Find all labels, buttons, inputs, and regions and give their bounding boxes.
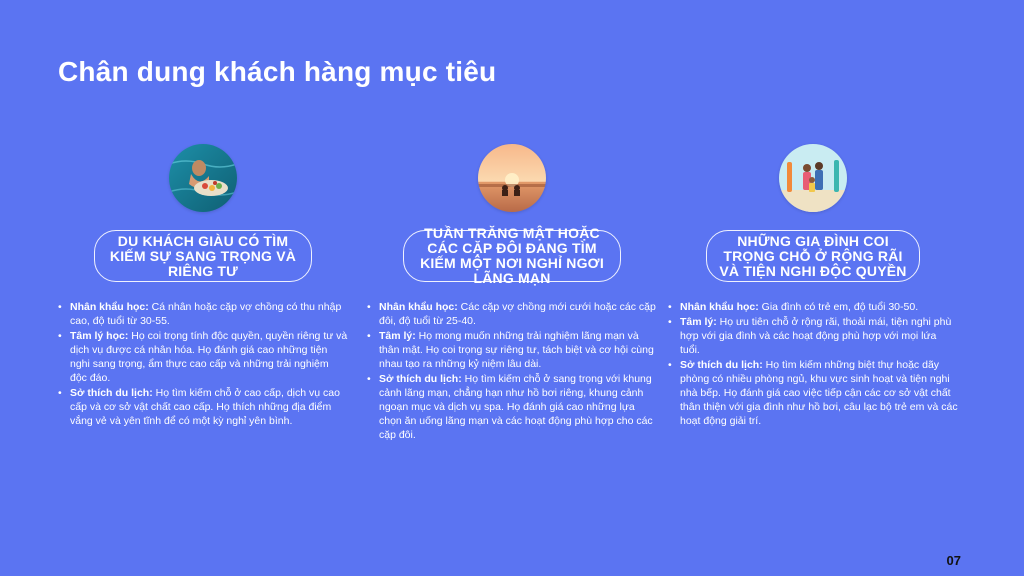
persona-heading-luxury: DU KHÁCH GIÀU CÓ TÌM KIẾM SỰ SANG TRỌNG VÀ RIÊNG TƯ: [94, 230, 312, 282]
list-item: • Sở thích du lịch: Họ tìm kiếm chỗ ở sang trọng với khung cảnh lãng mạn, chẳng hạn như hồ bơi riêng, khung cảnh ngoạn mục và dịch vụ spa. Họ đánh giá cao những lựa chọn ăn uống lãng mạn và các hoạt động phù hợp cho các cặp đôi.: [367, 372, 657, 442]
persona-column-luxury: [58, 144, 348, 429]
list-item: • Tâm lý: Họ mong muốn những trải nghiệm lãng mạn và thân mật. Họ coi trọng sự riêng tư, tách biệt và cơ hội cùng nhau tạo ra những kỷ niệm lâu dài.: [367, 329, 657, 371]
list-item: • Nhân khẩu học: Gia đình có trẻ em, độ tuổi 30-50.: [668, 300, 958, 314]
persona-heading-honeymoon: TUẦN TRĂNG MẬT HOẶC CÁC CẶP ĐÔI ĐANG TÌM KIẾM MỘT NƠI NGHỈ NGƠI LÃNG MẠN: [403, 230, 621, 282]
family-beach-image: [779, 144, 847, 212]
persona-details-honeymoon: [367, 300, 657, 442]
persona-photo-honeymoon: [478, 144, 546, 212]
list-item: • Sở thích du lịch: Họ tìm kiếm những biệt thự hoặc dãy phòng có nhiều phòng ngủ, khu vực sinh hoạt và tiện nghi nhà bếp. Họ đánh giá cao việc tiếp cận các cơ sở vật chất thân thiện với gia đình như hồ bơi, câu lạc bộ trẻ em và các hoạt động giải trí.: [668, 358, 958, 428]
page-number: 07: [946, 553, 961, 568]
pool-breakfast-image: [169, 144, 237, 212]
list-item: • Sở thích du lịch: Họ tìm kiếm chỗ ở cao cấp, dịch vụ cao cấp và cơ sở vật chất cao cấp. Họ thích những địa điểm vắng vẻ và yên tĩnh để có một kỳ nghỉ yên bình.: [58, 386, 348, 428]
list-item: • Tâm lý: Họ ưu tiên chỗ ở rộng rãi, thoải mái, tiện nghi phù hợp với gia đình và các hoạt động phù hợp với mọi lứa tuổi.: [668, 315, 958, 357]
persona-heading-family: NHỮNG GIA ĐÌNH COI TRỌNG CHỖ Ở RỘNG RÃI VÀ TIỆN NGHI ĐỘC QUYỀN: [706, 230, 920, 282]
list-item: • Tâm lý học: Họ coi trọng tính độc quyền, quyền riêng tư và dịch vụ được cá nhân hóa. Họ đánh giá cao những tiện nghi sang trọng, ẩm thực cao cấp và những trải nghiệm độc đáo.: [58, 329, 348, 385]
list-item: • Nhân khẩu học: Cá nhân hoặc cặp vợ chồng có thu nhập cao, độ tuổi từ 30-55.: [58, 300, 348, 328]
persona-column-honeymoon: [367, 144, 657, 443]
persona-details-family: [668, 300, 958, 428]
persona-details-luxury: [58, 300, 348, 428]
persona-photo-family: [779, 144, 847, 212]
page-title: Chân dung khách hàng mục tiêu: [58, 56, 497, 87]
sunset-pool-image: [478, 144, 546, 212]
persona-column-family: [668, 144, 958, 429]
list-item: • Nhân khẩu học: Các cặp vợ chồng mới cưới hoặc các cặp đôi, độ tuổi từ 25-40.: [367, 300, 657, 328]
persona-photo-luxury: [169, 144, 237, 212]
